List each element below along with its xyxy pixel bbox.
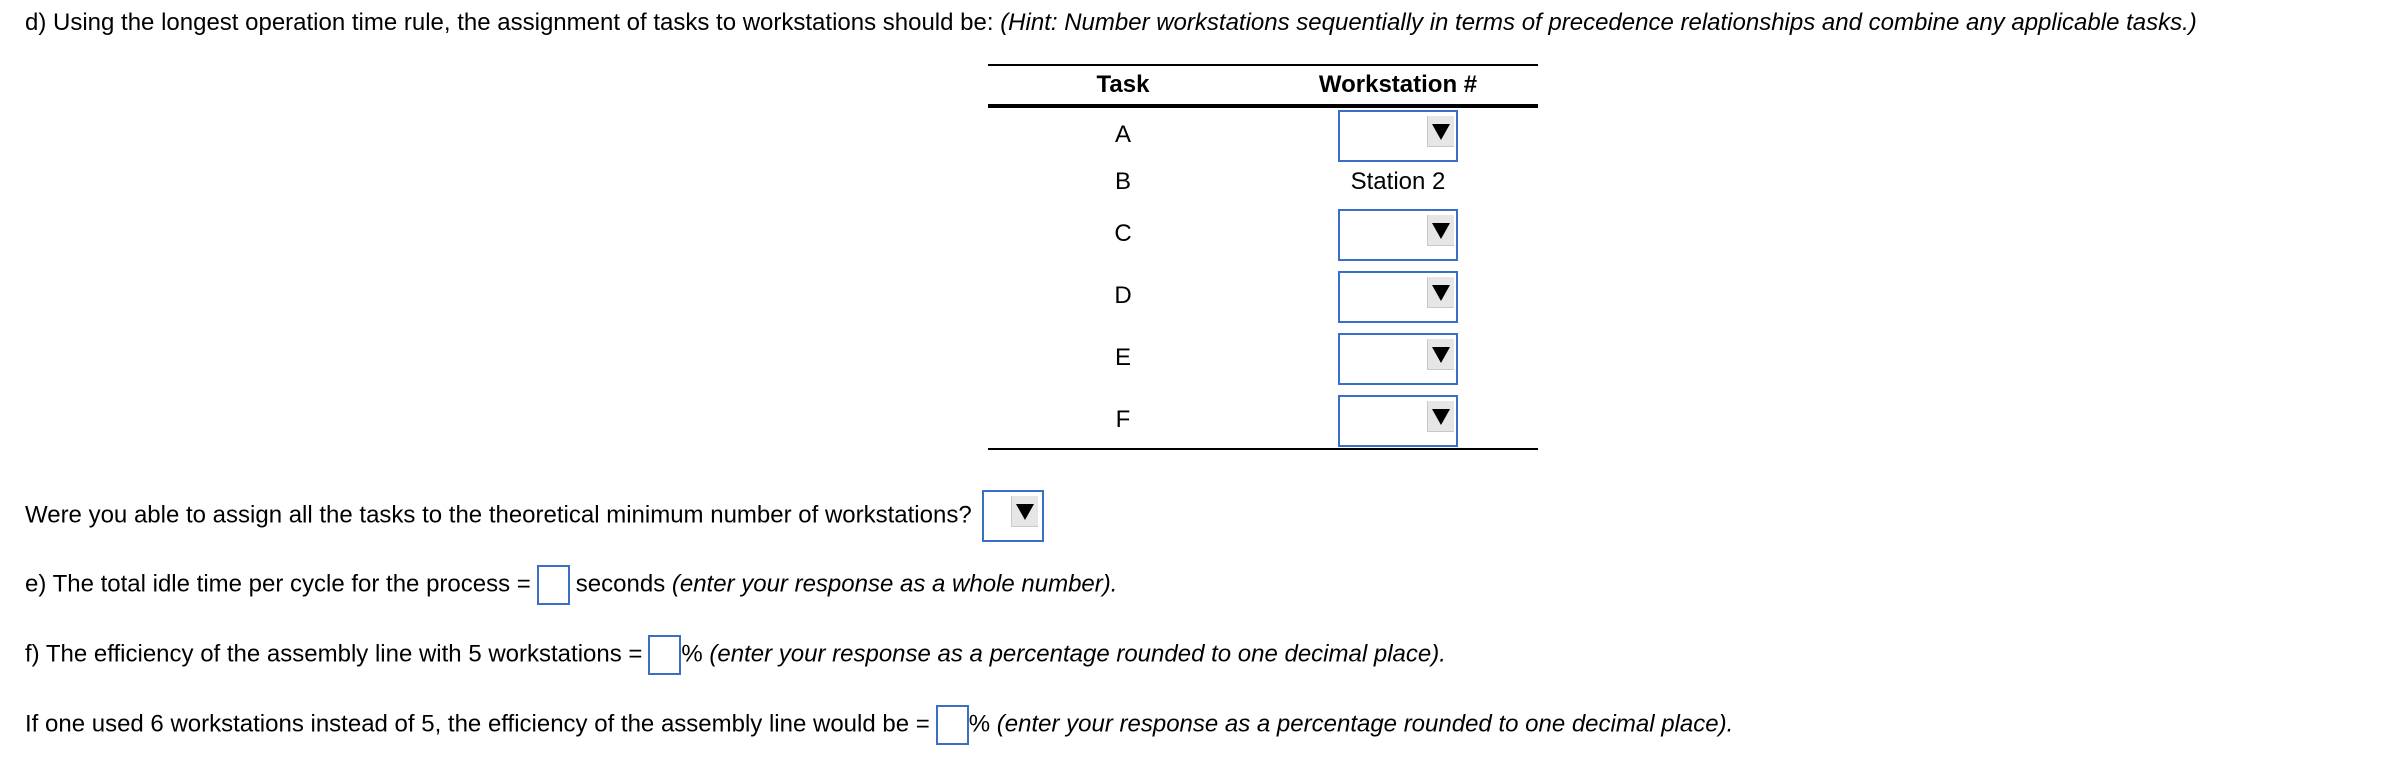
table-top-rule: [988, 64, 1538, 66]
task-label-e: E: [1114, 344, 1131, 371]
task-label-b: B: [1114, 168, 1131, 195]
workstation-value-b: Station 2: [1350, 168, 1446, 195]
part-f-text: f) The efficiency of the assembly line with 5 workstations =: [25, 640, 643, 668]
workstation-select-f[interactable]: [1338, 395, 1458, 447]
dropdown-button: [1427, 401, 1454, 432]
dropdown-button: [1427, 277, 1454, 308]
part-e-hint: (enter your response as a whole number).: [671, 570, 1118, 598]
task-label-c: C: [1114, 220, 1132, 247]
workstation-select-d[interactable]: [1338, 271, 1458, 323]
tasks-answer-select[interactable]: [982, 490, 1044, 542]
task-label-f: F: [1115, 406, 1131, 433]
header-task: Task: [1096, 71, 1150, 98]
task-label-d: D: [1114, 282, 1132, 309]
dropdown-arrow-icon: [1432, 409, 1450, 425]
idle-time-input[interactable]: [537, 565, 570, 605]
part-6-text: If one used 6 workstations instead of 5, the efficiency of the assembly line would be =: [25, 710, 930, 738]
dropdown-button: [1011, 496, 1038, 527]
dropdown-arrow-icon: [1016, 504, 1034, 520]
part-6-hint: (enter your response as a percentage rounded to one decimal place).: [996, 710, 1734, 738]
workstation-select-e[interactable]: [1338, 333, 1458, 385]
part-f-question: [25, 635, 1446, 675]
header-workstation: Workstation #: [1318, 71, 1478, 98]
part-e-question: [25, 565, 1117, 605]
part-f-unit: %: [681, 640, 703, 668]
workstation-select-a[interactable]: [1338, 110, 1458, 162]
part-d-hint: (Hint: Number workstations sequentially in terms of precedence relationships and combine any applicable tasks.): [1000, 9, 2197, 36]
part-d-question: [25, 8, 2197, 38]
dropdown-arrow-icon: [1432, 124, 1450, 140]
dropdown-arrow-icon: [1432, 285, 1450, 301]
dropdown-button: [1427, 116, 1454, 147]
part-6-unit: %: [968, 710, 991, 738]
tasks-question: [25, 490, 1044, 542]
dropdown-arrow-icon: [1432, 223, 1450, 239]
part-d-text: d) Using the longest operation time rule, the assignment of tasks to workstations should be:: [25, 9, 1001, 36]
dropdown-button: [1427, 215, 1454, 246]
efficiency-6-input[interactable]: [936, 705, 969, 745]
part-6-question: [25, 705, 1733, 745]
tasks-question-text: Were you able to assign all the tasks to the theoretical minimum number of workstations?: [25, 501, 972, 529]
efficiency-5-input[interactable]: [648, 635, 681, 675]
task-label-a: A: [1114, 121, 1131, 148]
part-e-unit: seconds: [575, 570, 666, 598]
dropdown-arrow-icon: [1432, 347, 1450, 363]
table-header-rule: [988, 104, 1538, 108]
dropdown-button: [1427, 339, 1454, 370]
part-f-hint: (enter your response as a percentage rounded to one decimal place).: [709, 640, 1446, 668]
part-e-text: e) The total idle time per cycle for the process =: [25, 570, 531, 598]
workstation-select-c[interactable]: [1338, 209, 1458, 261]
table-bottom-rule: [988, 448, 1538, 450]
